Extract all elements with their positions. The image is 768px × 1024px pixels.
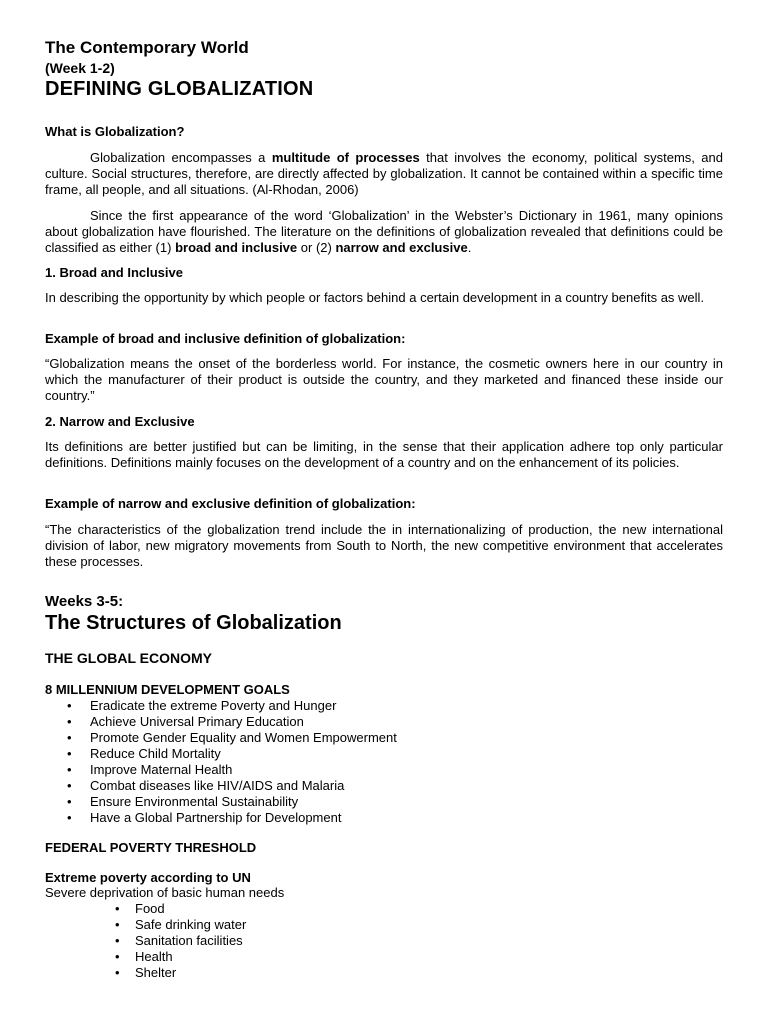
list-item: • Combat diseases like HIV/AIDS and Malaria: [45, 778, 723, 794]
basic-needs-list: [45, 901, 723, 981]
extreme-poverty-heading: Extreme poverty according to UN: [45, 870, 251, 885]
list-item: • Food: [45, 901, 723, 917]
broad-example-heading: Example of broad and inclusive definition of globalization:: [45, 331, 406, 346]
poverty-threshold-heading: FEDERAL POVERTY THRESHOLD: [45, 840, 257, 855]
definitions-paragraph: Since the first appearance of the word ‘Globalization’ in the Webster’s Dictionary in 1961, many opinions about globalization have flourished. The literature on the definitions of globalization revealed that definitions could be classified as either (1) broad and inclusive or (2) narrow and exclusive.: [45, 208, 723, 255]
course-title: The Contemporary World: [45, 38, 249, 57]
broad-example: “Globalization means the onset of the borderless world. For instance, the cosmetic owners here in our country in which the manufacturer of their product is outside the country, and they marketed and financed these inside our country.”: [45, 356, 723, 403]
what-is-globalization-heading: What is Globalization?: [45, 124, 185, 139]
list-item: • Have a Global Partnership for Development: [45, 810, 723, 826]
narrow-heading: 2. Narrow and Exclusive: [45, 414, 195, 429]
mdg-list: [45, 698, 723, 826]
broad-emphasis: broad and inclusive: [175, 240, 298, 255]
list-item: • Health: [45, 949, 723, 965]
broad-heading: 1. Broad and Inclusive: [45, 265, 183, 280]
narrow-example-heading: Example of narrow and exclusive definition of globalization:: [45, 496, 416, 511]
list-item: • Ensure Environmental Sustainability: [45, 794, 723, 810]
list-item: • Eradicate the extreme Poverty and Hunger: [45, 698, 723, 714]
extreme-poverty-text: Severe deprivation of basic human needs: [45, 885, 285, 900]
intro-paragraph: Globalization encompasses a multitude of processes that involves the economy, political systems, and culture. Social structures, therefore, are directly affected by globalization. It cannot be contained within a specific time frame, all people, and all situations. (Al-Rhodan, 2006): [45, 150, 723, 197]
multitude-emphasis: multitude of processes: [271, 150, 420, 165]
weeks-label: Weeks 3-5:: [45, 593, 124, 610]
list-item: • Sanitation facilities: [45, 933, 723, 949]
list-item: • Promote Gender Equality and Women Empowerment: [45, 730, 723, 746]
narrow-example: “The characteristics of the globalization trend include the in internationalizing of production, the new international division of labor, new migratory movements from South to North, the new competitive environment that accelerates these processes.: [45, 522, 723, 569]
narrow-emphasis: narrow and exclusive: [335, 240, 468, 255]
page-title: DEFINING GLOBALIZATION: [45, 78, 314, 100]
list-item: • Shelter: [45, 965, 723, 981]
structures-title: The Structures of Globalization: [45, 612, 342, 634]
list-item: • Reduce Child Mortality: [45, 746, 723, 762]
mdg-heading: 8 MILLENNIUM DEVELOPMENT GOALS: [45, 682, 290, 697]
list-item: • Safe drinking water: [45, 917, 723, 933]
broad-text: In describing the opportunity by which people or factors behind a certain development in a country benefits as well.: [45, 290, 705, 305]
global-economy-heading: THE GLOBAL ECONOMY: [45, 650, 212, 666]
narrow-text: Its definitions are better justified but can be limiting, in the sense that their application adhere top only particular definitions. Definitions mainly focuses on the development of a country and on the enhancement of its policies.: [45, 439, 723, 470]
week-label: (Week 1-2): [45, 60, 115, 76]
list-item: • Improve Maternal Health: [45, 762, 723, 778]
list-item: • Achieve Universal Primary Education: [45, 714, 723, 730]
